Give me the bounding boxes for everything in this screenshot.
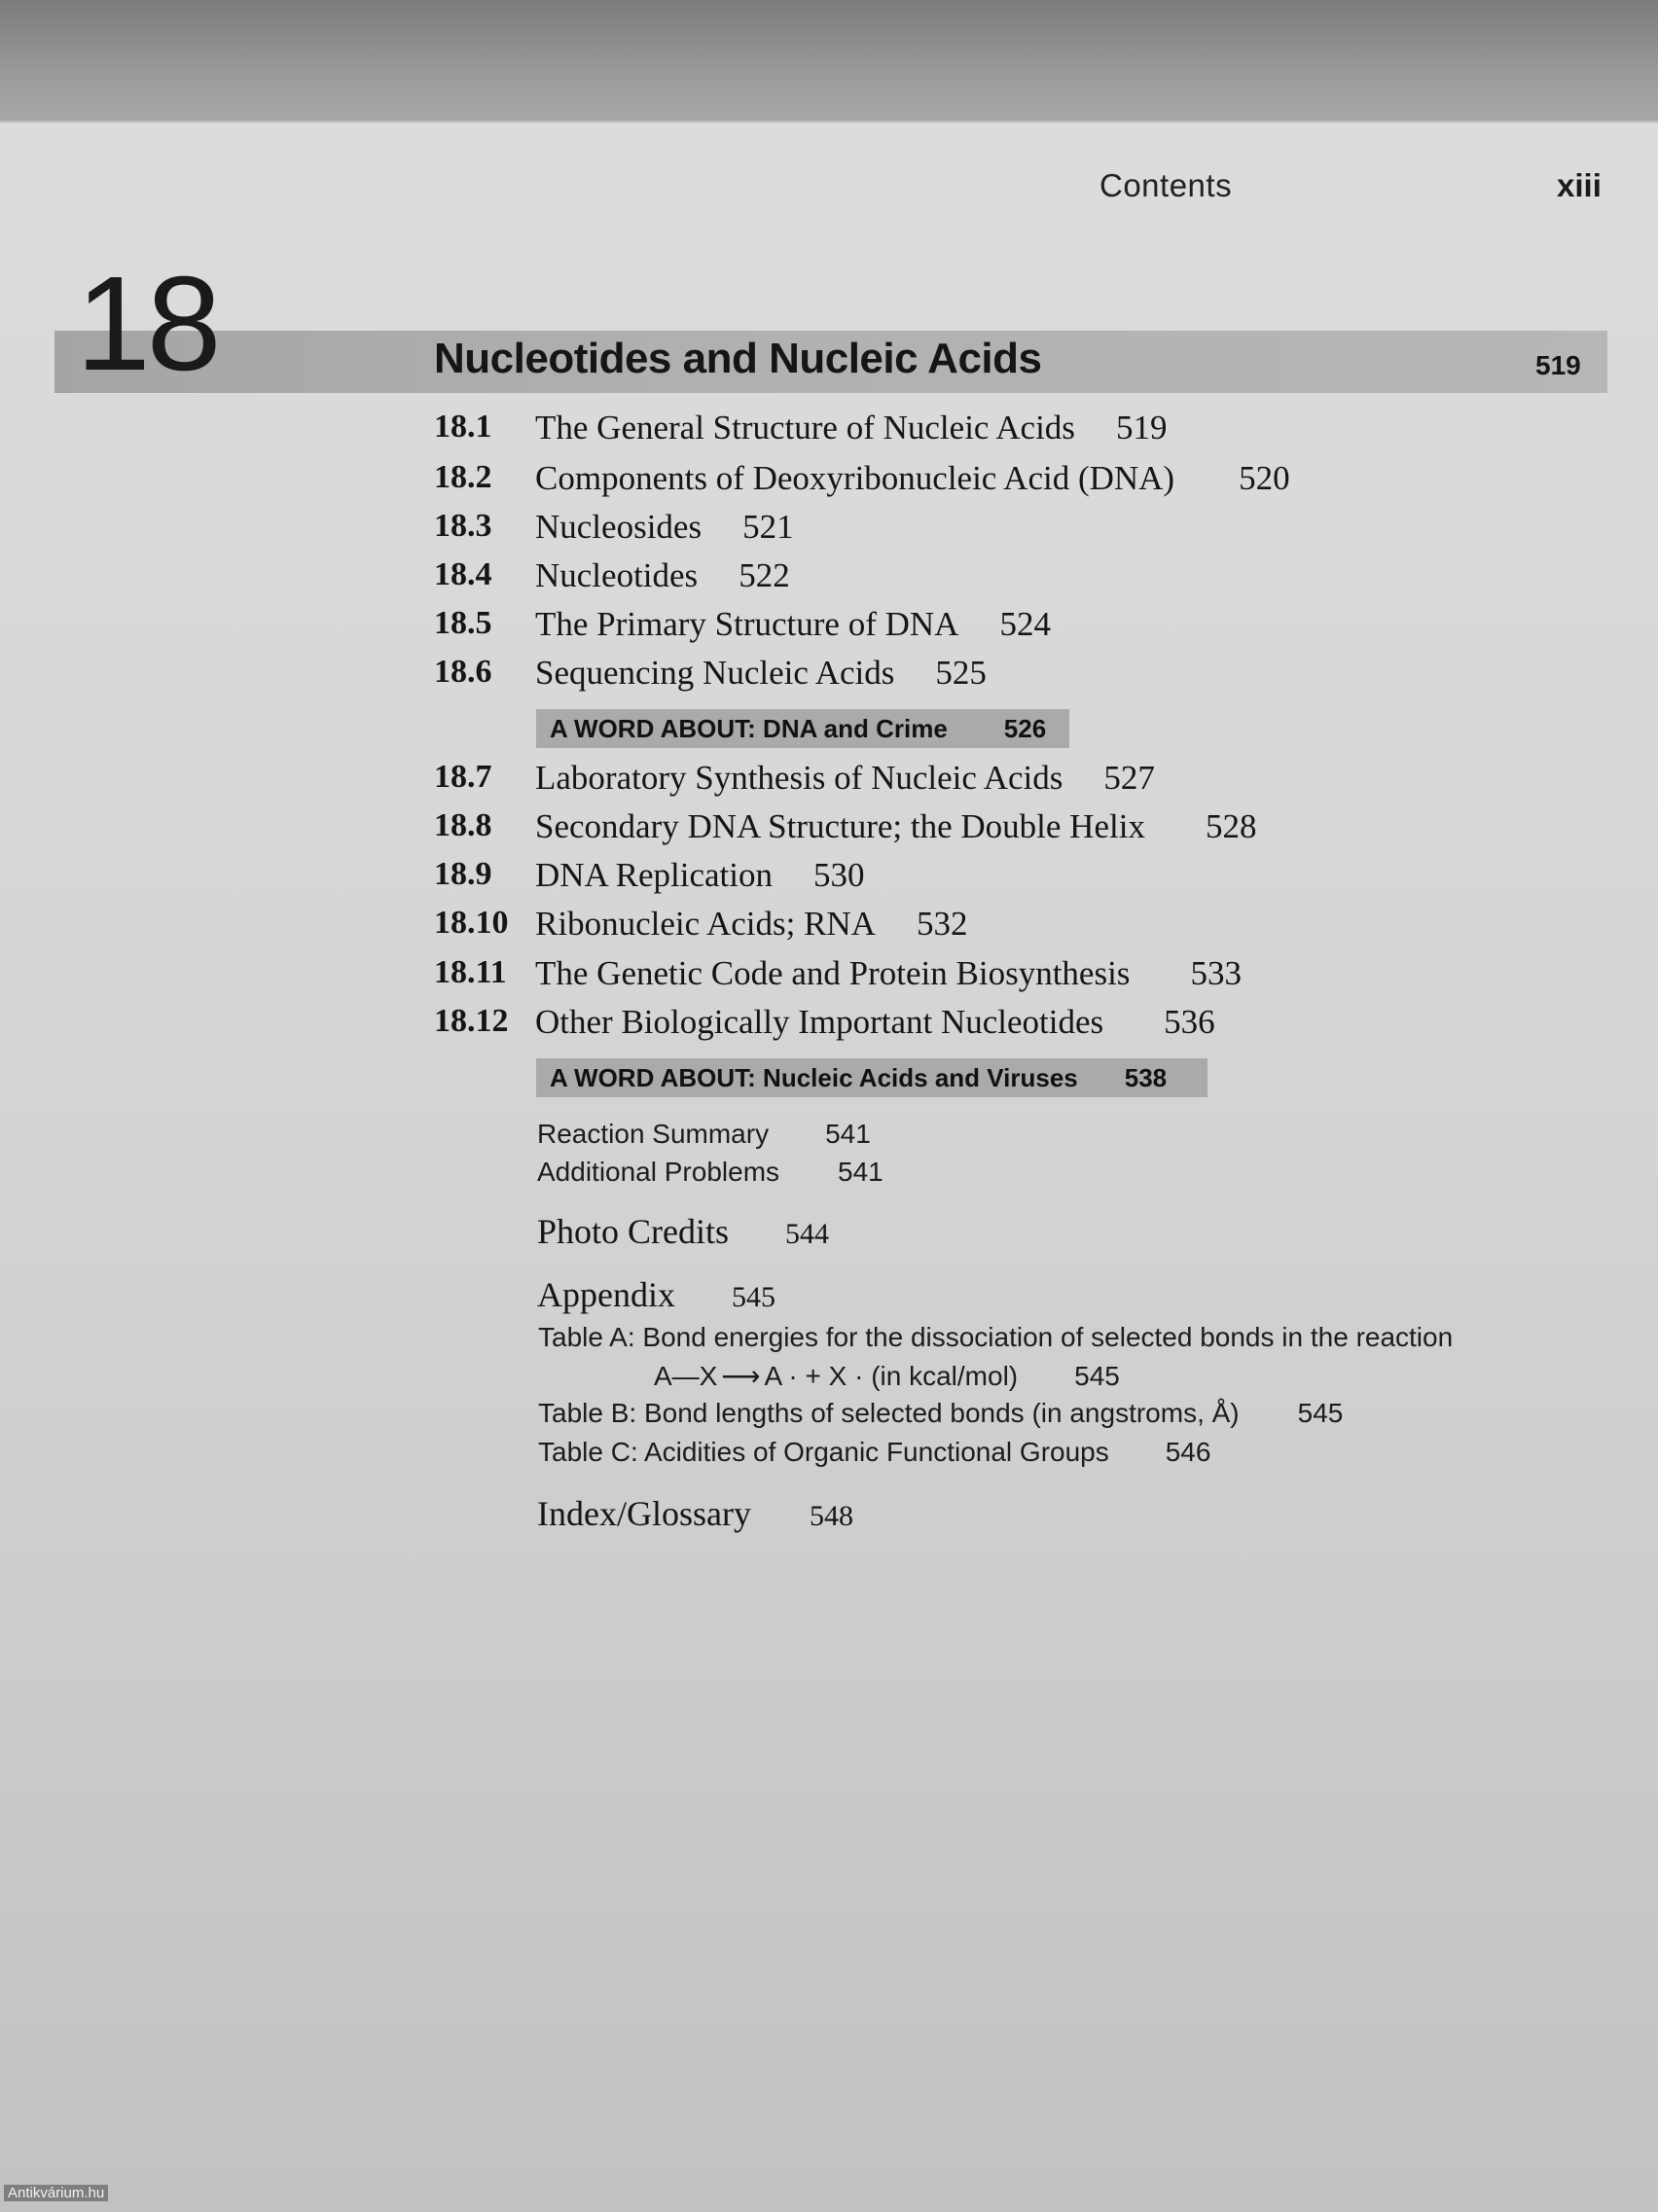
index-label: Index/Glossary <box>537 1494 751 1533</box>
section-page: 533 <box>1190 954 1242 992</box>
section-title: The Genetic Code and Protein Biosynthesis <box>535 954 1131 992</box>
section-title: Components of Deoxyribonucleic Acid (DNA) <box>535 459 1175 497</box>
section-entry <box>535 654 987 693</box>
section-entry <box>535 759 1155 798</box>
section-page: 532 <box>916 905 968 943</box>
section-number: 18.8 <box>434 807 492 843</box>
table-c-text: Acidities of Organic Functional Groups <box>643 1437 1109 1467</box>
section-title: Secondary DNA Structure; the Double Helix <box>535 807 1145 845</box>
table-c-page: 546 <box>1165 1437 1211 1467</box>
chapter-page: 519 <box>1535 350 1581 380</box>
index-entry <box>537 1493 853 1534</box>
additional-problems-label: Additional Problems <box>537 1157 780 1187</box>
section-page: 524 <box>999 605 1051 643</box>
additional-problems-page: 541 <box>838 1157 883 1187</box>
section-entry <box>535 556 790 595</box>
section-title: Nucleotides <box>535 556 699 594</box>
section-number: 18.5 <box>434 605 492 641</box>
section-page: 528 <box>1205 807 1257 845</box>
section-number: 18.12 <box>434 1003 509 1039</box>
section-entry <box>535 1003 1215 1042</box>
section-title: The Primary Structure of DNA <box>535 605 959 643</box>
section-title: Ribonucleic Acids; RNA <box>535 905 876 943</box>
table-a-page: 545 <box>1074 1361 1120 1391</box>
section-page: 536 <box>1164 1003 1215 1041</box>
section-entry <box>535 856 865 895</box>
section-number: 18.7 <box>434 759 492 795</box>
section-title: DNA Replication <box>535 856 773 894</box>
photo-credits-entry <box>537 1211 829 1252</box>
table-b-entry <box>538 1398 1343 1429</box>
chapter-title: Nucleotides and Nucleic Acids <box>434 335 1042 382</box>
section-number: 18.4 <box>434 556 492 592</box>
section-entry <box>535 905 967 944</box>
photo-credits-page: 544 <box>785 1218 830 1250</box>
section-page: 520 <box>1239 459 1290 497</box>
additional-problems-entry <box>537 1157 883 1188</box>
section-title: Sequencing Nucleic Acids <box>535 654 895 692</box>
section-entry <box>535 807 1256 846</box>
section-page: 530 <box>813 856 865 894</box>
photo-credits-label: Photo Credits <box>537 1212 730 1251</box>
section-title: Nucleosides <box>535 508 703 546</box>
section-entry <box>535 409 1167 447</box>
section-page: 522 <box>739 556 790 594</box>
arrow-icon: ⟶ <box>721 1361 761 1391</box>
section-number: 18.1 <box>434 409 492 445</box>
word-about-label: A WORD ABOUT: Nucleic Acids and Viruses <box>550 1062 1078 1092</box>
table-c-prefix: Table C: <box>538 1437 638 1467</box>
table-b-text: Bond lengths of selected bonds (in angstroms, Å) <box>643 1398 1240 1428</box>
section-number: 18.2 <box>434 459 492 495</box>
table-a-entry <box>538 1322 1453 1353</box>
section-title: The General Structure of Nucleic Acids <box>535 409 1075 446</box>
running-head: Contents <box>1099 167 1233 203</box>
word-about-page: 526 <box>1003 713 1047 743</box>
word-about-label: A WORD ABOUT: DNA and Crime <box>550 713 948 743</box>
index-page: 548 <box>809 1500 853 1532</box>
section-entry <box>535 508 794 547</box>
table-b-prefix: Table B: <box>538 1398 637 1428</box>
table-a-text: Bond energies for the dissociation of selected bonds in the reaction <box>642 1322 1454 1352</box>
word-about-box <box>536 1058 1207 1097</box>
reaction-summary-page: 541 <box>825 1119 871 1149</box>
section-number: 18.3 <box>434 508 492 544</box>
section-entry <box>535 459 1290 498</box>
table-b-page: 545 <box>1297 1398 1344 1428</box>
table-c-entry <box>538 1437 1210 1468</box>
section-page: 521 <box>742 508 794 546</box>
appendix-page: 545 <box>731 1281 775 1313</box>
section-number: 18.10 <box>434 905 509 941</box>
section-title: Other Biologically Important Nucleotides <box>535 1003 1104 1041</box>
word-about-page: 538 <box>1124 1062 1168 1092</box>
section-entry <box>535 954 1242 993</box>
table-a-reaction <box>654 1360 1120 1392</box>
word-about-box <box>536 709 1069 748</box>
background-top <box>0 0 1658 125</box>
section-page: 519 <box>1115 409 1168 446</box>
watermark: Antikvárium.hu <box>4 2185 108 2201</box>
appendix-label: Appendix <box>537 1275 675 1314</box>
reaction-summary-entry <box>537 1119 871 1150</box>
section-number: 18.11 <box>434 954 507 990</box>
section-title: Laboratory Synthesis of Nucleic Acids <box>535 759 1063 797</box>
section-page: 527 <box>1103 759 1155 797</box>
table-a-prefix: Table A: <box>538 1322 635 1352</box>
page-number: xiii <box>1557 167 1602 203</box>
reaction-summary-label: Reaction Summary <box>537 1119 770 1149</box>
section-page: 525 <box>935 654 987 692</box>
section-entry <box>535 605 1051 644</box>
section-number: 18.9 <box>434 856 492 892</box>
reaction-right: A · + X · (in kcal/mol) <box>764 1361 1019 1391</box>
appendix-entry <box>537 1274 775 1315</box>
reaction-left: A—X <box>654 1361 718 1391</box>
section-number: 18.6 <box>434 654 492 690</box>
chapter-number: 18 <box>76 249 218 399</box>
